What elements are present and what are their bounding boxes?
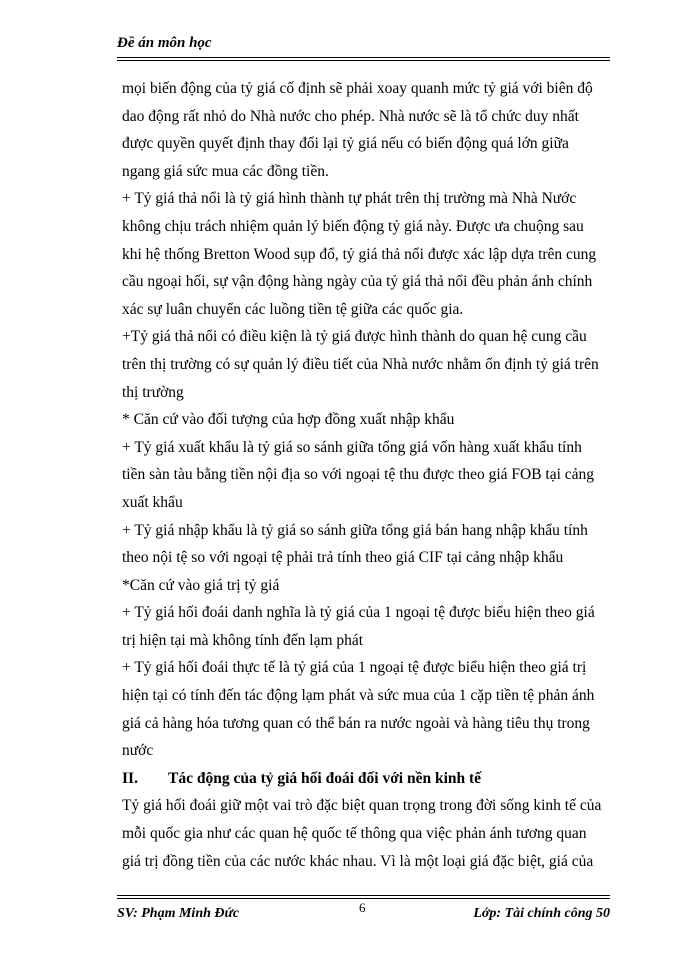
text-line: tiền sàn tàu bằng tiền nội địa so với ngoại tệ thu được theo giá FOB tại cảng [122, 466, 595, 484]
header-title: Đề án môn học [117, 35, 212, 51]
footer-class-name: Lớp: Tài chính công 50 [473, 906, 610, 921]
section-heading [122, 765, 610, 793]
footer-rule-bottom [117, 898, 610, 899]
text-line: hiện tại có tính đến tác động lạm phát và sức mua của 1 cặp tiền tệ phản ánh [122, 687, 595, 705]
text-line: xuất khẩu [122, 493, 183, 511]
page-number: 6 [359, 900, 366, 915]
footer-rule-top [117, 895, 610, 896]
text-line: +Tỷ giá thả nổi có điều kiện là tỷ giá được hình thành do quan hệ cung cầu [122, 328, 587, 346]
text-line: *Căn cứ vào giá trị tỷ giá [122, 576, 280, 594]
text-line: theo nội tệ so với ngoại tệ phải trả tính theo giá CIF tại cảng nhập khẩu [122, 549, 564, 567]
text-line: xác sự luân chuyển các luồng tiền tệ giữa các quốc gia. [122, 300, 464, 318]
text-line: + Tỷ giá nhập khẩu là tỷ giá so sánh giữa tổng giá bán hang nhập khẩu tính [122, 521, 588, 539]
footer [117, 900, 610, 920]
text-line: nước [122, 742, 154, 760]
text-line: ngang giá sức mua các đồng tiền. [122, 162, 329, 180]
footer-student-name: SV: Phạm Minh Đức [117, 906, 240, 921]
text-line: giá trị đồng tiền của các nước khác nhau. Vì là một loại giá đặc biệt, giá của [122, 852, 594, 870]
text-line: trị hiện tại mà không tính đến lạm phát [122, 631, 364, 649]
header-rule-top [117, 57, 610, 58]
text-line: + Tỷ giá hối đoái thực tế là tỷ giá của 1 ngoại tệ được biểu hiện theo giá trị [122, 659, 587, 677]
text-line: mỗi quốc gia như các quan hệ quốc tế thông qua việc phản ánh tương quan [122, 825, 587, 843]
section-number: II. [122, 769, 138, 787]
text-line: * Căn cứ vào đối tượng của hợp đồng xuất nhập khẩu [122, 411, 455, 429]
text-line: khi hệ thống Bretton Wood sụp đổ, tỷ giá thả nổi được xác lập dựa trên cung [122, 245, 597, 263]
text-line: được quyền quyết định thay đổi lại tỷ giá nếu có biến động quá lớn giữa [122, 135, 569, 153]
text-line: + Tỷ giá xuất khẩu là tỷ giá so sánh giữa tổng giá vốn hàng xuất khẩu tính [122, 438, 582, 456]
text-line: mọi biến động của tỷ giá cố định sẽ phải xoay quanh mức tỷ giá với biên độ [122, 80, 593, 97]
text-line: + Tỷ giá hối đoái danh nghĩa là tỷ giá của 1 ngoại tệ được biểu hiện theo giá [122, 604, 595, 622]
text-line: giá cả hàng hóa tương quan có thể bán ra nước ngoài và hàng tiêu thụ trong [122, 714, 590, 732]
text-line: không chịu trách nhiệm quản lý biến động tỷ giá này. Được ưa chuộng sau [122, 217, 584, 235]
text-line: thị trường [122, 383, 184, 401]
body-text [122, 75, 610, 875]
text-line: trên thị trường có sự quản lý điều tiết của Nhà nước nhằm ổn định tỷ giá trên [122, 355, 599, 373]
section-title: Tác động của tỷ giá hối đoái đối với nền kinh tế [168, 769, 482, 787]
text-line: Tỷ giá hối đoái giữ một vai trò đặc biệt quan trọng trong đời sống kinh tế của [122, 797, 602, 815]
text-line: dao động rất nhỏ do Nhà nước cho phép. Nhà nước sẽ là tổ chức duy nhất [122, 107, 579, 125]
text-line: + Tỷ giá thả nổi là tỷ giá hình thành tự phát trên thị trường mà Nhà Nước [122, 190, 577, 208]
header-rule-bottom [117, 60, 610, 61]
text-line: cầu ngoại hối, sự vận động hàng ngày của tỷ giá thả nổi đều phản ánh chính [122, 273, 593, 291]
